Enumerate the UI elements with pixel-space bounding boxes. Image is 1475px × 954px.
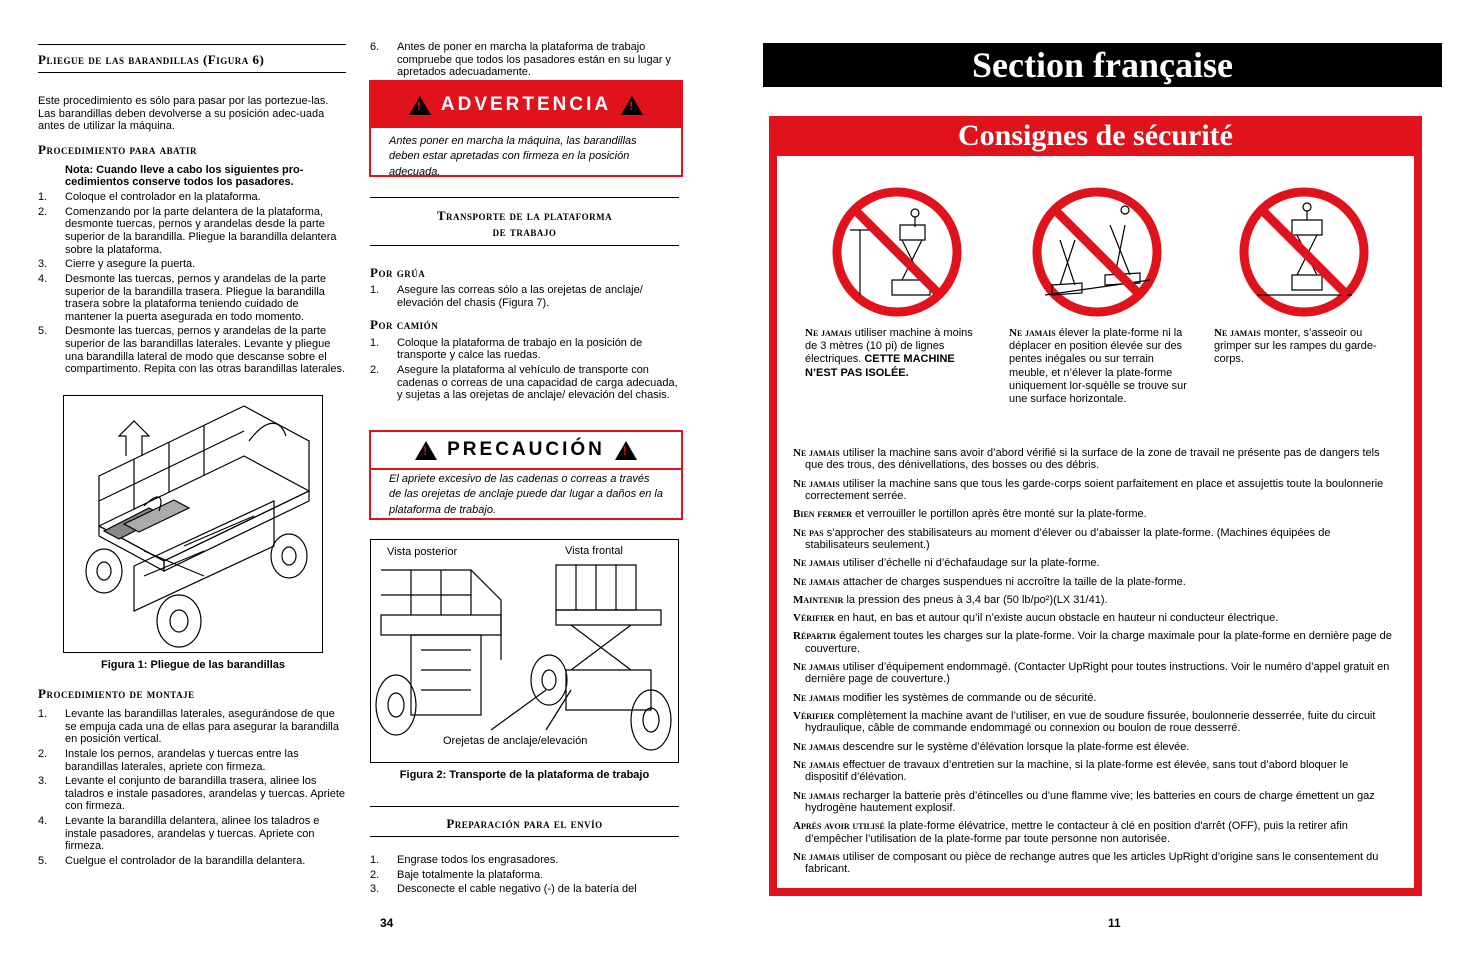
- safety-rule: [793, 820, 1393, 845]
- divider: [370, 806, 679, 807]
- rule-text: la plate-forme élévatrice, mettre le contacteur à clé en position d'arrêt (OFF), puis la retirer afin d’empêcher l’utilisation de la plate-forme par toute personne non autorisée.: [805, 820, 1348, 845]
- rule-text: complètement la machine avant de l’utiliser, en vue de soudure fissurée, boulonnerie desserrée, fuite du circuit hydraulique, câble de commande endommagé ou connexion ou boulon de roue desserré.: [805, 710, 1376, 735]
- divider: [370, 836, 679, 837]
- divider: [38, 44, 346, 45]
- list-number: 1.: [370, 284, 380, 297]
- safety-title: Consignes de sécurité: [769, 116, 1422, 156]
- rule-lead: Ne jamais: [793, 850, 840, 863]
- list-item: [38, 325, 346, 376]
- list-item: [38, 191, 346, 204]
- figure-2-front-label: Vista frontal: [565, 545, 623, 557]
- no-power-lines-icon: [830, 185, 965, 324]
- rule-text: attacher de charges suspendues ni accroître la taille de la plate-forme.: [839, 575, 1186, 588]
- rule-lead: Ne jamais: [793, 661, 840, 674]
- heading-fold: Pliegue de las barandillas (Figura 6): [38, 52, 265, 67]
- figure-1-caption: Figura 1: Pliegue de las barandillas: [100, 659, 285, 671]
- crane-steps-list: [370, 284, 679, 309]
- rule-lead: Après avoir utilisé: [793, 820, 885, 833]
- list-text: Cuelgue el controlador de la barandilla delantera.: [65, 854, 306, 867]
- list-text: Antes de poner en marcha la plataforma de trabajo compruebe que todos los pasadores están en su lugar y apretados adecuadamente.: [397, 41, 671, 79]
- rule-text: également toutes les charges sur la plate-forme. Voir la charge maximale pour la plate-forme en dernière page de couverture.: [805, 630, 1392, 655]
- lower-steps-list: [38, 191, 346, 376]
- rule-text: la pression des pneus à 3,4 bar (50 lb/po²)(LX 31/41).: [843, 593, 1108, 606]
- rule-lead: Ne jamais: [793, 740, 840, 753]
- shipping-steps-list: [370, 854, 679, 896]
- step-6: [370, 41, 675, 79]
- rule-text: utiliser de composant ou pièce de rechange autres que les articles UpRight d’origine sans le consentement du fabricant.: [805, 850, 1379, 876]
- intro-paragraph: Este procedimiento es sólo para pasar por las portezue-las. Las barandillas deben devolverse a su posición adec-uada antes de utilizar la máquina.: [38, 94, 329, 133]
- list-text: Baje totalmente la plataforma.: [397, 868, 544, 881]
- list-number: 2.: [38, 747, 48, 760]
- list-text: Asegure las correas sólo a las orejetas de anclaje/ elevación del chasis (Figura 7).: [397, 284, 643, 310]
- rule-lead: Bien fermer: [793, 508, 852, 521]
- list-item: [38, 273, 346, 324]
- figure-2: [370, 539, 679, 763]
- rule-lead: Ne jamais: [793, 477, 840, 490]
- page-number-right: 11: [1108, 916, 1121, 930]
- figure-2-rear-label: Vista posterior: [387, 546, 458, 558]
- figure-2-lug-label: Orejetas de anclaje/elevación: [443, 735, 588, 747]
- caption-text: élever la plate-forme ni la déplacer en position élevée sur des pentes inégales ou sur terrain meuble, et n’élever la plate-forme uniquement lor-squèlle se trouve sur une surface horizontale.: [1009, 327, 1187, 405]
- icon-caption-power-lines: [805, 327, 985, 380]
- list-number: 3.: [370, 883, 380, 896]
- list-item: [370, 364, 679, 402]
- safety-rule: [793, 447, 1393, 472]
- rule-text: utiliser d’équipement endommagé. (Contacter UpRight pour toutes instructions. Voir le numéro d’appel gratuit en dernière page de couverture.): [805, 661, 1390, 686]
- heading-truck: Por camión: [370, 316, 439, 332]
- heading-mount-procedure: Procedimiento de montaje: [38, 686, 195, 701]
- divider: [38, 72, 346, 73]
- icon-caption-rails: [1214, 327, 1399, 367]
- warning-triangle-icon: [621, 96, 643, 115]
- advertencia-bar: [371, 82, 681, 128]
- warning-triangle-icon: [409, 96, 431, 115]
- list-text: Desmonte las tuercas, pernos y arandelas de la parte superior de las barandillas laterales. Levante y pliegue una barandilla lateral de modo que descanse sobre el compartimento. Repita con las otras barandillas laterales.: [65, 325, 346, 376]
- list-number: 2.: [38, 205, 48, 218]
- list-item: [38, 855, 346, 868]
- icon-caption-slope: [1009, 327, 1191, 406]
- list-number: 4.: [38, 815, 48, 828]
- list-text: Comenzando por la parte delantera de la plataforma, desmonte tuercas, pernos y arandelas desde la parte superior de la barandilla. Pliegue la barandilla delantera sobre la plataforma.: [65, 205, 337, 256]
- no-slope-icon: [1030, 185, 1165, 324]
- precaucion-label: PRECAUCIÓN: [447, 439, 605, 461]
- safety-rule: [793, 851, 1393, 876]
- heading-crane: Por grúa: [370, 264, 426, 280]
- caption-lead: Ne jamais: [1009, 327, 1056, 339]
- left-column: [38, 44, 346, 378]
- list-number: 3.: [38, 775, 48, 788]
- safety-rule: [793, 557, 1393, 569]
- list-number: 2.: [370, 868, 380, 881]
- list-text: Levante las barandillas laterales, asegurándose de que se empuja cada una de ellas para asegurar la barandilla en posición vertical.: [65, 707, 339, 746]
- rule-text: utiliser la machine sans que tous les garde-corps soient parfaitement en place et assujettis toute la boulonnerie correctement serrée.: [805, 477, 1384, 502]
- safety-rule: [793, 741, 1393, 753]
- heading-transport-line1: Transporte de la plataforma: [436, 208, 613, 223]
- list-item: [370, 869, 679, 882]
- precaucion-bar: [371, 432, 681, 470]
- safety-rule: [793, 576, 1393, 588]
- left-column-lower: [38, 687, 346, 870]
- safety-rule: [793, 661, 1393, 686]
- safety-rule: [793, 508, 1393, 520]
- caption-lead: Ne jamais: [1214, 327, 1261, 339]
- list-item: [370, 854, 679, 867]
- rule-text: s’approcher des stabilisateurs au moment d’élever ou d’abaisser la plate-forme. (Machines équipées de stabilisateurs seulement.): [805, 526, 1331, 551]
- safety-rule: [793, 759, 1393, 784]
- safety-rule: [793, 612, 1393, 624]
- section-title: Section française: [763, 43, 1442, 87]
- safety-rules-list: [793, 447, 1393, 881]
- advertencia-box: [369, 80, 683, 177]
- rule-lead: Vérifier: [793, 612, 835, 625]
- safety-rule: [793, 692, 1393, 704]
- rule-text: recharger la batterie près d’étincelles ou d’une flamme vive; les batteries en cours de charge émettent un gaz hydrogène hautement explosif.: [805, 789, 1375, 814]
- warning-triangle-icon: [615, 441, 637, 460]
- scissor-lift-folding-illustration: [64, 396, 322, 652]
- divider: [370, 245, 679, 246]
- list-item: [38, 748, 346, 773]
- list-text: Coloque el controlador en la plataforma.: [65, 191, 261, 204]
- list-number: 1.: [38, 707, 48, 720]
- rule-text: et verrouiller le portillon après être monté sur la plate-forme.: [851, 508, 1147, 521]
- rule-lead: Ne pas: [793, 526, 824, 539]
- safety-rule: [793, 527, 1393, 552]
- list-item: [38, 258, 346, 271]
- page-number-left: 34: [380, 916, 394, 930]
- rule-text: effectuer de travaux d’entretien sur la machine, si la plate-forme est élevée, sans tout d’abord bloquer le dispositif d’élévation.: [805, 758, 1349, 784]
- middle-column-ship: [370, 806, 679, 898]
- middle-column-transport: [370, 197, 679, 404]
- list-text: Desconecte el cable negativo (-) de la batería del: [397, 883, 637, 896]
- figure-2-caption: Figura 2: Transporte de la plataforma de trabajo: [399, 769, 650, 781]
- rule-text: utiliser d’échelle ni d’échafaudage sur la plate-forme.: [839, 557, 1100, 570]
- list-number: 5.: [38, 854, 48, 867]
- warning-triangle-icon: [415, 441, 437, 460]
- advertencia-label: ADVERTENCIA: [440, 94, 612, 116]
- rule-lead: Ne jamais: [793, 447, 840, 459]
- caption-bold: CETTE MACHINE N’EST PAS ISOLÉE.: [805, 353, 955, 379]
- list-text: Cierre y asegure la puerta.: [65, 258, 196, 271]
- caption-text: utiliser machine à moins de 3 mètres (10 pi) de lignes électriques.: [805, 327, 973, 366]
- list-number: 1.: [370, 853, 380, 866]
- list-item: [38, 815, 346, 853]
- list-number: 1.: [370, 336, 380, 349]
- rule-lead: Ne jamais: [793, 557, 840, 570]
- rule-lead: Vérifier: [793, 710, 835, 722]
- list-item: [370, 41, 675, 79]
- list-text: Engrase todos los engrasadores.: [397, 853, 559, 866]
- rule-lead: Ne jamais: [793, 575, 840, 588]
- list-number: 2.: [370, 363, 380, 376]
- list-item: [370, 284, 679, 309]
- list-text: Instale los pernos, arandelas y tuercas entre las barandillas laterales, apriete con firmeza.: [65, 747, 299, 773]
- heading-transport: [370, 208, 679, 241]
- list-item: [38, 708, 346, 746]
- rule-text: utiliser la machine sans avoir d’abord vérifié si la surface de la zone de travail ne présente pas de dangers tels que des trous, des dénivellations, des bosses ou des débris.: [805, 447, 1380, 472]
- rule-text: en haut, en bas et autour qu’il n’existe aucun obstacle en hauteur ni conducteur électrique.: [834, 612, 1279, 625]
- safety-rule: [793, 478, 1393, 503]
- heading-shipping: Preparación para el envío: [446, 816, 603, 831]
- list-text: Desmonte las tuercas, pernos y arandelas de la parte superior de la barandilla trasera. Pliegue la barandilla trasera sobre la plataforma teniendo cuidado de mantener la puerta asegurada en todo momento.: [65, 272, 327, 323]
- no-climbing-rails-icon: [1237, 185, 1372, 324]
- rule-lead: Ne jamais: [793, 758, 840, 771]
- rule-text: descendre sur le système d’élévation lorsque la plate-forme est élevée.: [839, 740, 1190, 753]
- list-number: 6.: [370, 41, 380, 53]
- mount-steps-list: [38, 708, 346, 868]
- divider: [370, 197, 679, 198]
- list-item: [38, 206, 346, 257]
- precaucion-box: [369, 430, 683, 520]
- transport-lug-illustration: [371, 540, 676, 760]
- advertencia-text: Antes poner en marcha la máquina, las barandillas deben estar apretadas con firmeza en la posición adecuada.: [389, 135, 637, 178]
- safety-rule: [793, 710, 1393, 735]
- list-text: Asegure la plataforma al vehículo de transporte con cadenas o correas de una capacidad de carga adecuada, y sujetas a las orejetas de anclaje/ elevación del chasis.: [397, 363, 678, 402]
- rule-lead: Maintenir: [793, 593, 844, 606]
- list-item: [38, 775, 346, 813]
- rule-lead: Ne jamais: [793, 691, 840, 704]
- rule-lead: Ne jamais: [793, 789, 840, 802]
- middle-column-top: [370, 41, 675, 81]
- list-item: [370, 337, 679, 362]
- list-number: 5.: [38, 325, 48, 338]
- list-number: 4.: [38, 272, 48, 285]
- heading-transport-line2: de trabajo: [492, 224, 557, 240]
- caption-lead: Ne jamais: [805, 327, 852, 339]
- safety-rule: [793, 594, 1393, 606]
- heading-lower-procedure: Procedimiento para abatir: [38, 141, 197, 157]
- list-text: Levante el conjunto de barandilla trasera, alinee los taladros e instale pasadores, arandelas y tuercas. Apriete con firmeza.: [65, 775, 346, 813]
- note: Nota: Cuando lleve a cabo los siguientes pro-cedimientos conserve todos los pasadores.: [65, 163, 304, 189]
- safety-rule: [793, 790, 1393, 815]
- list-text: Coloque la plataforma de trabajo en la posición de transporte y calce las ruedas.: [397, 336, 643, 362]
- safety-rule: [793, 630, 1393, 655]
- rule-lead: Répartir: [793, 630, 837, 643]
- figure-1: [63, 395, 323, 653]
- list-item: [370, 883, 679, 896]
- list-number: 3.: [38, 258, 48, 271]
- caption-text: monter, s’asseoir ou grimper sur les rampes du garde-corps.: [1214, 327, 1377, 366]
- list-number: 1.: [38, 191, 48, 204]
- list-text: Levante la barandilla delantera, alinee los taladros e instale pasadores, arandelas y tuercas. Apriete con firmeza.: [65, 815, 320, 853]
- rule-text: modifier les systèmes de commande ou de sécurité.: [839, 691, 1097, 704]
- precaucion-text: El apriete excesivo de las cadenas o correas a través de las orejetas de anclaje puede dar lugar a daños en la plataforma de trabajo.: [389, 473, 663, 516]
- truck-steps-list: [370, 337, 679, 402]
